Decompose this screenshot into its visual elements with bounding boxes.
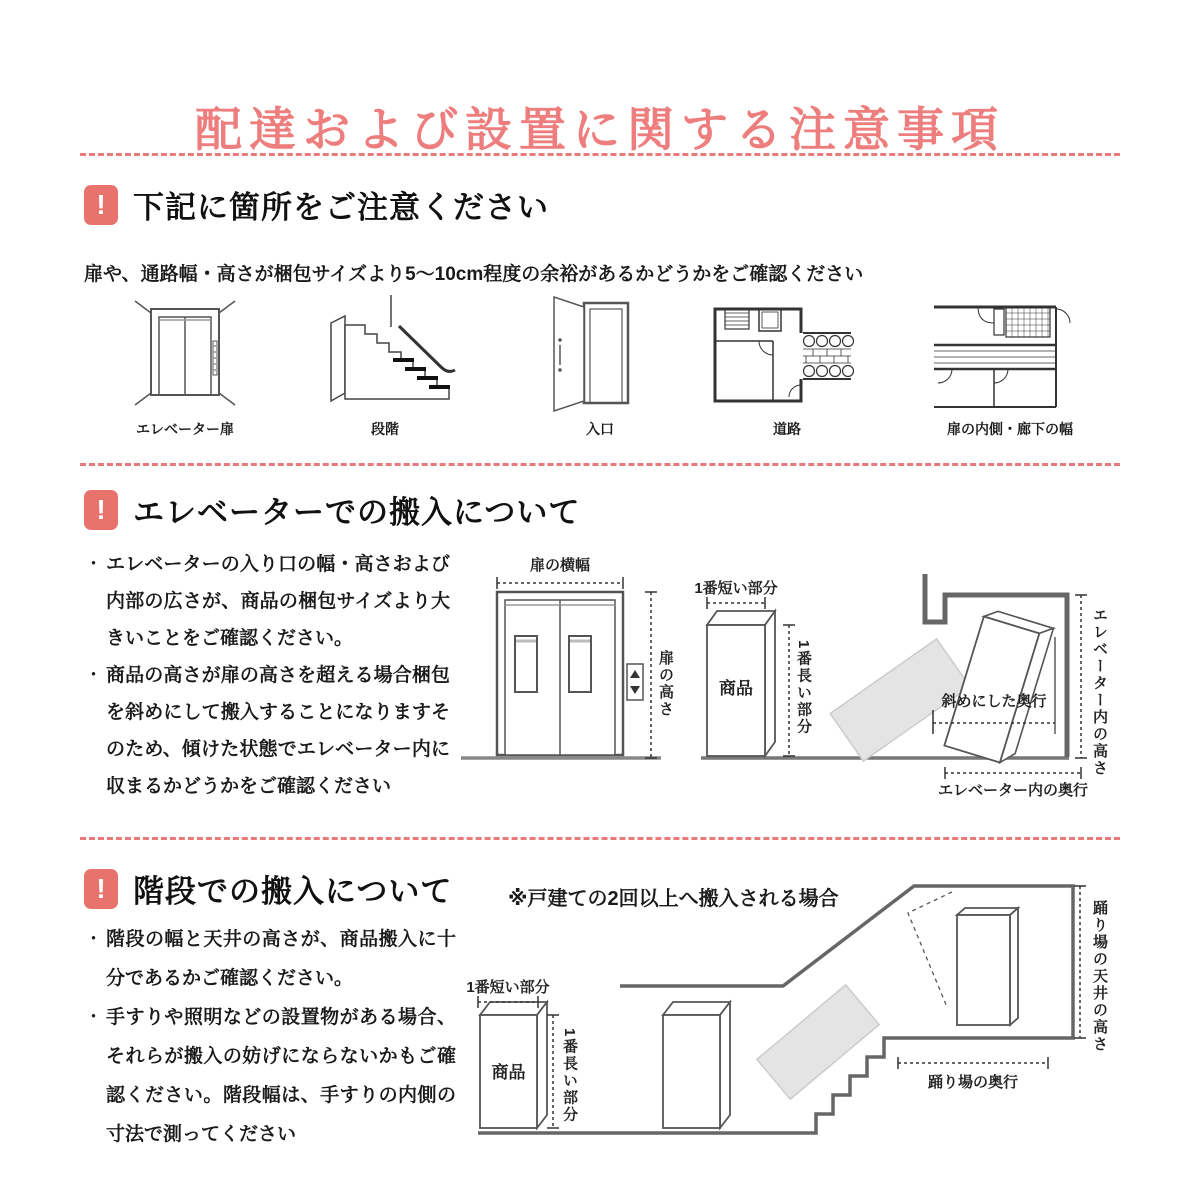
illustration-caption: 道路 xyxy=(773,421,801,437)
label-longest-part: 1番長い部分 xyxy=(561,1028,578,1124)
illustration-caption: 段階 xyxy=(371,421,399,437)
section-stairs-title: 階段での搬入について xyxy=(133,874,453,909)
bullet-text: 階段の幅と天井の高さが、商品搬入に十分であるかご確認ください。 xyxy=(106,929,456,989)
bullet-marker: ・ xyxy=(84,554,104,575)
label-tilted-depth: 斜めにした奥行 xyxy=(941,693,1047,710)
elevator-door-art xyxy=(105,293,265,413)
stairs-diagram-art xyxy=(450,872,1150,1157)
illustration-stairs xyxy=(305,293,465,439)
list-item xyxy=(84,546,450,657)
label-door-width: 扉の横幅 xyxy=(529,557,590,574)
label-landing-ceiling-height: 踊り場の天井の高さ xyxy=(1091,900,1108,1053)
bullet-marker: ・ xyxy=(84,1007,104,1028)
section-check-points-header xyxy=(84,182,549,227)
stairs-bullet-list xyxy=(84,920,456,1154)
label-elevator-inner-height: エレベーター内の高さ xyxy=(1091,607,1108,777)
list-item xyxy=(84,657,450,805)
elevator-diagram xyxy=(455,552,1135,820)
stairs-diagram xyxy=(450,872,1150,1157)
warning-icon: ! xyxy=(84,185,118,225)
label-landing-depth: 踊り場の奥行 xyxy=(927,1074,1018,1091)
illustration-caption: 入口 xyxy=(586,421,614,437)
corridor-art xyxy=(930,293,1090,413)
check-points-lead-text: 扉や、通路幅・高さが梱包サイズより5〜10cm程度の余裕があるかどうかをご確認ください xyxy=(84,264,864,285)
bullet-marker: ・ xyxy=(84,929,104,950)
page-title: 配達および設置に関する注意事項 xyxy=(195,103,1005,157)
bullet-marker: ・ xyxy=(84,665,104,686)
illustration-elevator-door xyxy=(105,293,265,439)
section-stairs-header xyxy=(84,866,452,911)
illustration-corridor xyxy=(930,293,1090,439)
section-elevator-title: エレベーターでの搬入について xyxy=(133,495,581,530)
list-item xyxy=(84,920,456,998)
bullet-text: 商品の高さが扉の高さを超える場合梱包を斜めにして搬入することになりますそのため、傾けた状態でエレベーター内に収まるかどうかをご確認ください xyxy=(106,665,450,797)
divider xyxy=(80,153,1120,156)
label-longest-part: 1番長い部分 xyxy=(795,640,812,736)
divider xyxy=(80,463,1120,466)
section-check-points-title: 下記に箇所をご注意ください xyxy=(133,190,549,225)
entrance-art xyxy=(520,293,680,413)
section-elevator-header xyxy=(84,487,580,532)
list-item xyxy=(84,998,456,1154)
label-product: 商品 xyxy=(719,679,753,698)
warning-icon: ! xyxy=(84,490,118,530)
illustration-caption: 扉の内側・廊下の幅 xyxy=(947,421,1073,437)
warning-icon: ! xyxy=(84,869,118,909)
stairs-art xyxy=(305,293,465,413)
label-elevator-inner-depth: エレベーター内の奥行 xyxy=(937,782,1088,799)
label-door-height: 扉の高さ xyxy=(657,650,674,718)
illustration-road xyxy=(707,293,867,439)
illustration-caption: エレベーター扉 xyxy=(136,421,234,437)
bullet-text: エレベーターの入り口の幅・高さおよび内部の広さが、商品の梱包サイズより大きいことをご確認ください。 xyxy=(106,554,450,649)
divider xyxy=(80,837,1120,840)
label-shortest-part: 1番短い部分 xyxy=(694,580,778,597)
illustration-entrance xyxy=(520,293,680,439)
elevator-bullet-list xyxy=(84,546,450,805)
label-product: 商品 xyxy=(491,1063,526,1082)
label-shortest-part: 1番短い部分 xyxy=(466,979,550,996)
road-art xyxy=(707,293,867,413)
bullet-text: 手すりや照明などの設置物がある場合、それらが搬入の妨げにならないかもご確認ください。階段幅は、手すりの内側の寸法で測ってください xyxy=(106,1007,456,1145)
stairs-note: ※戸建ての2回以上へ搬入される場合 xyxy=(508,888,839,910)
